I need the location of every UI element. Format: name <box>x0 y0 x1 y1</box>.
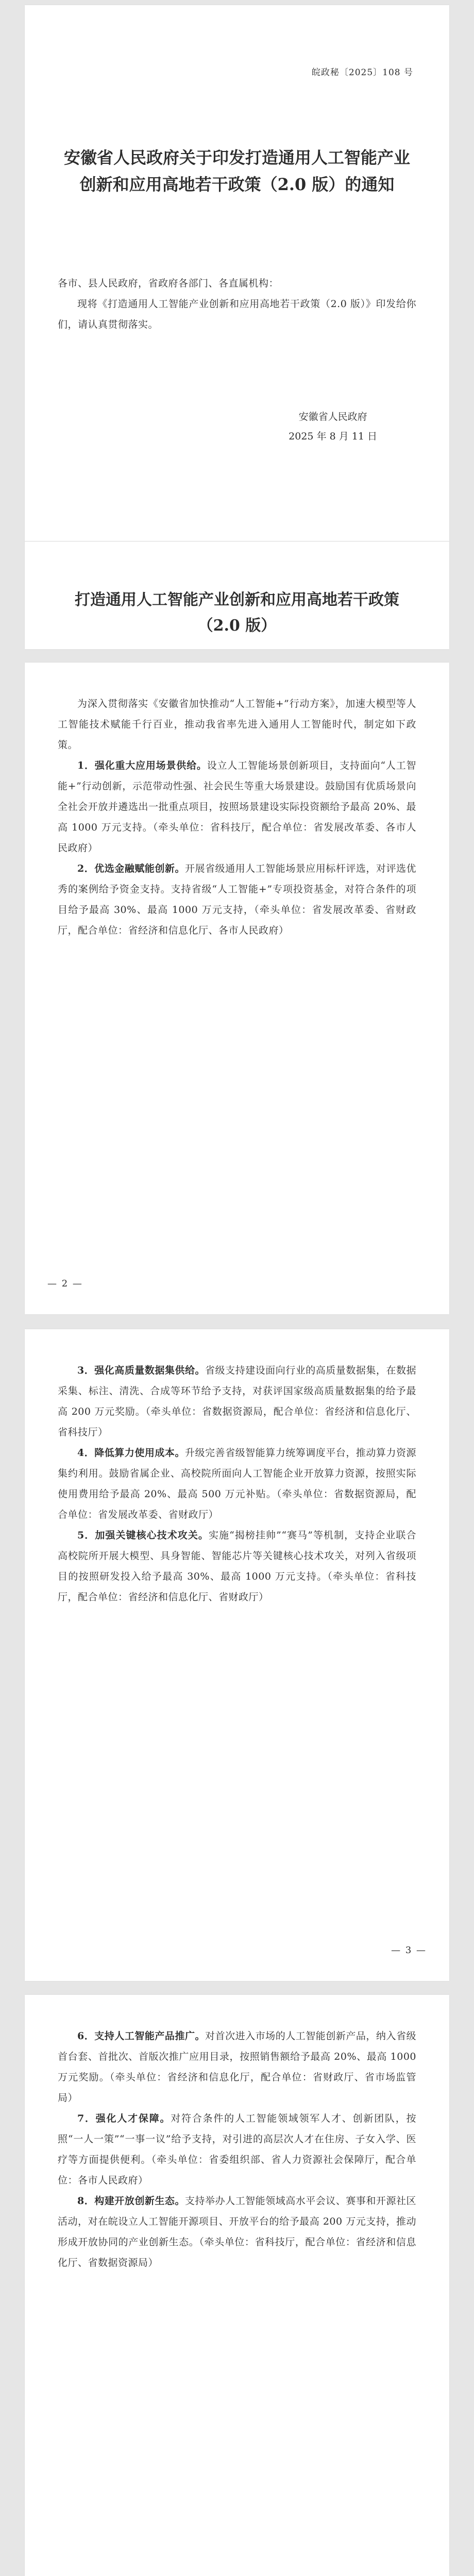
issue-date: 2025 年 8 月 11 日 <box>289 431 377 442</box>
document-page-3 <box>25 1329 449 1981</box>
policy-item-5 <box>58 1525 416 1607</box>
policy-item-1-lead: 1．强化重大应用场景供给。 <box>77 760 207 771</box>
policy-item-2 <box>58 858 416 941</box>
policy-item-3 <box>58 1360 416 1443</box>
policy-item-7 <box>58 2108 416 2191</box>
policy-item-3-text: 省级支持建设面向行业的高质量数据集，在数据采集、标注、清洗、合成等环节给予支持，对获评国家级高质量数据集的给予最高 200 万元奖励。（牵头单位：省数据资源局，配合单位：省经济和信息化厅、省科技厅） <box>58 1365 416 1438</box>
policy-intro-section <box>58 693 416 941</box>
policy-item-1 <box>58 755 416 858</box>
policy-item-6-text: 对首次进入市场的人工智能创新产品，纳入省级首台套、首批次、首版次推广应用目录，按照销售额给予最高 20%、最高 1000 万元奖励。（牵头单位：省经济和信息化厅，配合单位：省财政厅、省市场监管局） <box>58 2030 416 2104</box>
document-number: 皖政秘〔2025〕108 号 <box>311 67 413 78</box>
policy-item-5-text: 实施“揭榜挂帅”“赛马”等机制，支持企业联合高校院所开展大模型、具身智能、智能芯片等关键核心技术攻关，对列入省级项目的按照研发投入给予最高 30%、最高 1000 万元支持。（牵头单位：省科技厅，配合单位：省经济和信息化厅、省财政厅） <box>58 1530 416 1603</box>
policy-item-3-lead: 3．强化高质量数据集供给。 <box>77 1365 206 1376</box>
policy-intro: 为深入贯彻落实《安徽省加快推动“人工智能+”行动方案》，加速大模型等人工智能技术赋能千行百业，推动我省率先进入通用人工智能时代，制定如下政策。 <box>58 698 416 751</box>
policy-item-4-text: 升级完善省级智能算力统筹调度平台，推动算力资源集约利用。鼓励省属企业、高校院所面向人工智能企业开放算力资源，按照实际使用费用给予最高 20%、最高 500 万元补贴。（牵头单位：省数据资源局，配合单位：省发展改革委、省财政厅） <box>58 1447 416 1520</box>
issuer-name: 安徽省人民政府 <box>298 411 367 422</box>
policy-item-8-lead: 8．构建开放创新生态。 <box>77 2195 185 2207</box>
policy-item-7-text: 对符合条件的人工智能领域领军人才、创新团队，按照“一人一策”“一事一议”给予支持，对引进的高层次人才在住房、子女入学、医疗等方面提供便利。（牵头单位：省委组织部、省人力资源社会保障厅，配合单位：各市人民政府） <box>58 2113 416 2186</box>
document-page-4 <box>25 1995 449 2576</box>
policy-title: 打造通用人工智能产业创新和应用高地若干政策（2.0 版） <box>75 591 399 635</box>
policy-item-6 <box>58 2026 416 2108</box>
policy-item-2-lead: 2．优选金融赋能创新。 <box>77 863 185 874</box>
policy-item-4-lead: 4．降低算力使用成本。 <box>77 1447 185 1459</box>
document-page-2 <box>25 663 449 1314</box>
policy-item-8-text: 支持举办人工智能领域高水平会议、赛事和开源社区活动，对在皖设立人工智能开源项目、开放平台的给予最高 200 万元支持，推动形成开放协同的产业创新生态。（牵头单位：省科技厅，配合单位：省经济和信息化厅、省数据资源局） <box>58 2195 416 2268</box>
policy-item-5-lead: 5．加强关键核心技术攻关。 <box>77 1530 209 1541</box>
page-number: — 2 — <box>47 1278 83 1289</box>
policy-item-4 <box>58 1443 416 1525</box>
document-title: 安徽省人民政府关于印发打造通用人工智能产业创新和应用高地若干政策（2.0 版）的通知 <box>63 148 410 194</box>
policy-item-1-text: 设立人工智能场景创新项目，支持面向“人工智能+”行动创新，示范带动性强、社会民生等重大场景建设。鼓励国有优质场景向全社会开放并遴选出一批重点项目，按照场景建设实际投资额给予最高 20%、最高 1000 万元支持。（牵头单位：省科技厅，配合单位：省发展改革委、各市人民政府） <box>58 760 416 854</box>
policy-item-6-lead: 6．支持人工智能产品推广。 <box>77 2030 206 2042</box>
page-number: — 3 — <box>391 1945 427 1956</box>
policy-items-section <box>58 1360 416 1607</box>
recipients-line: 各市、县人民政府，省政府各部门、各直属机构： <box>58 278 279 289</box>
notice-body: 现将《打造通用人工智能产业创新和应用高地若干政策（2.0 版）》印发给你们，请认真贯彻落实。 <box>58 298 416 330</box>
document-page-1 <box>25 5 449 649</box>
policy-item-7-lead: 7．强化人才保障。 <box>77 2113 171 2124</box>
notice-section <box>58 273 416 335</box>
policy-items-section <box>58 2026 416 2273</box>
policy-item-8 <box>58 2191 416 2273</box>
issuer-signature <box>289 407 377 446</box>
policy-item-2-text: 开展省级通用人工智能场景应用标杆评选，对评选优秀的案例给予资金支持。支持省级“人工智能+”专项投资基金，对符合条件的项目给予最高 30%、最高 1000 万元支持，（牵头单位：省发展改革委、省财政厅，配合单位：省经济和信息化厅、各市人民政府） <box>58 863 416 936</box>
